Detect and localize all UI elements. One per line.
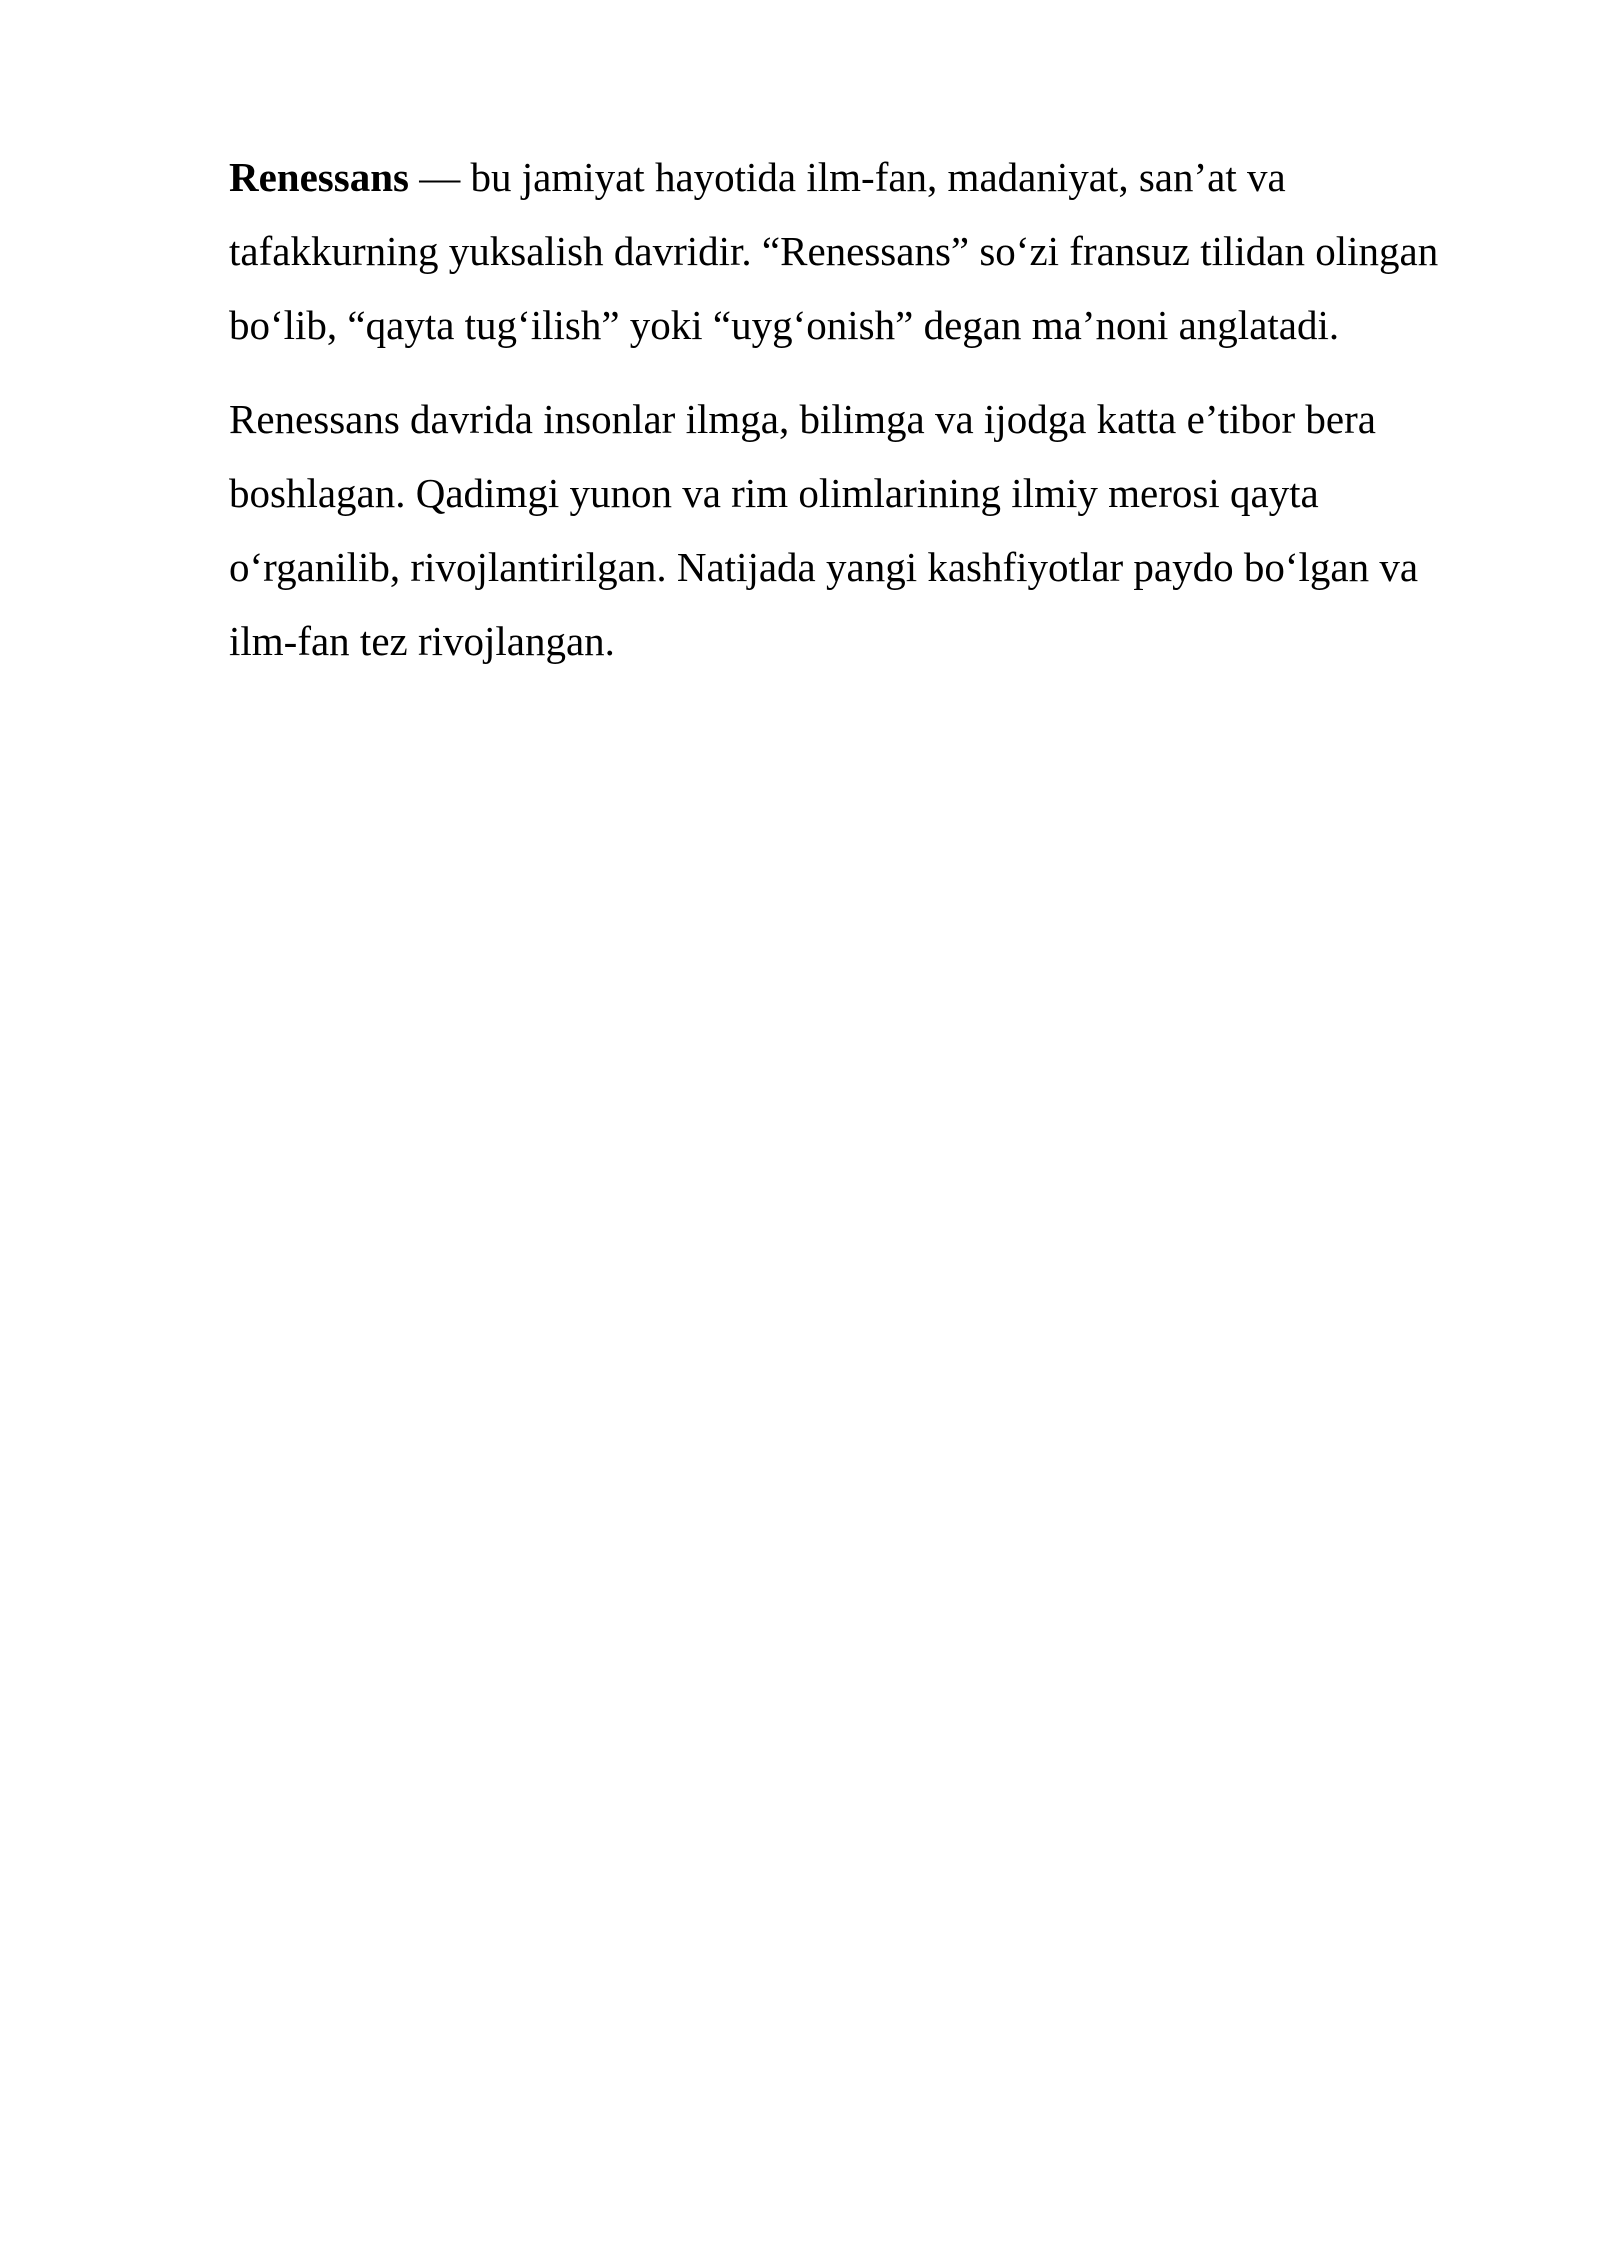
- paragraph-definition: [229, 140, 1489, 362]
- paragraph-history: [229, 382, 1489, 678]
- term-renessans: Renessans: [229, 154, 409, 200]
- definition-text: — bu jamiyat hayotida ilm-fan, madaniyat, san’at va tafakkurning yuksalish davridir. “Renessans” so‘zi fransuz tilidan olingan bo‘lib, “qayta tug‘ilish” yoki “uyg‘onish” degan ma’noni anglatadi.: [229, 154, 1439, 348]
- document-body: [229, 140, 1489, 698]
- history-text: Renessans davrida insonlar ilmga, bilimga va ijodga katta e’tibor bera boshlagan. Qadimgi yunon va rim olimlarining ilmiy merosi qayta o‘rganilib, rivojlantirilgan. Natijada yangi kashfiyotlar paydo bo‘lgan va ilm-fan tez rivojlangan.: [229, 396, 1419, 664]
